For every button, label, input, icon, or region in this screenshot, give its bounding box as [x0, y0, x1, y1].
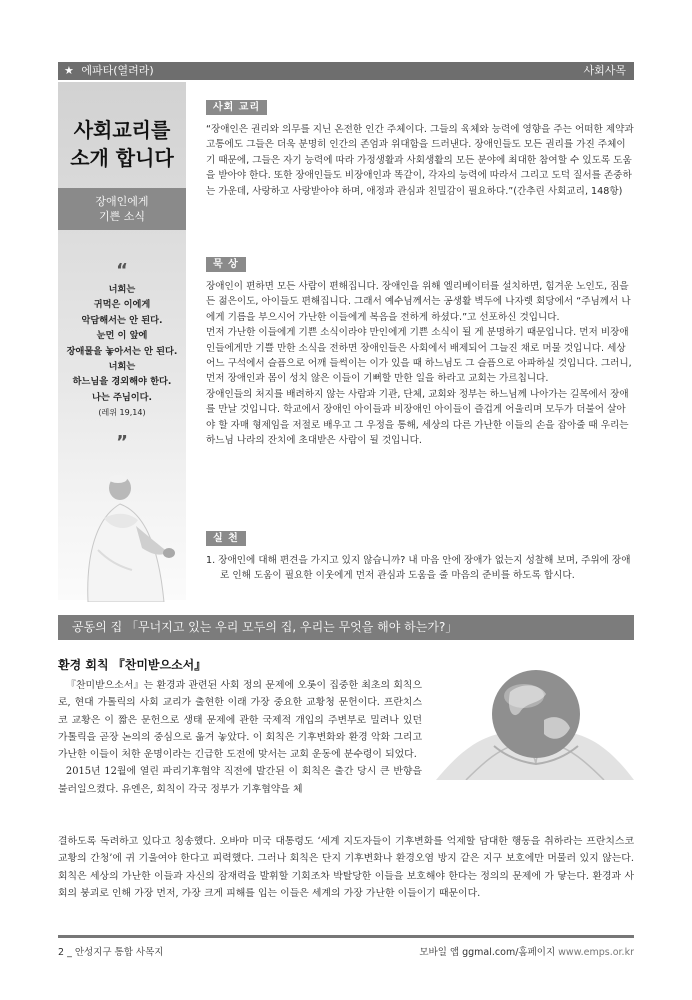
star-icon: ★: [64, 64, 74, 77]
header-bar: [58, 62, 634, 80]
quote-reference: (레위 19,14): [98, 408, 146, 418]
header-series-title: 에파타(열려라): [81, 64, 154, 77]
teaching-label: 사회 교리: [206, 100, 267, 115]
footer-divider: [58, 935, 634, 938]
practice-label: 실 천: [206, 531, 246, 546]
practice-text: 1. 장애인에 대해 편견을 가지고 있지 않습니까? 내 마음 안에 장애가 없는지 성찰해 보며, 주위에 장애로 인해 도움이 필요한 이웃에게 먼저 관심과 도움을 줄 마음의 준비를 하도록 합시다.: [206, 555, 631, 582]
meditation-text: 장애인이 편하면 모든 사람이 편해집니다. 장애인을 위해 엘리베이터를 설치하면, 힘겨운 노인도, 짐을 든 젊은이도, 아이들도 편해집니다. 그래서 예수님께서는 공생활 벽두에 나자렛 회당에서 “주님께서 나에게 기름을 부으시어 가난한 이들에게 복음을 전하게 하셨다.”고 선포하신 것입니다. 먼저 가난한 이들에게 기쁜 소식이라야 만인에게 기쁜 소식이 될 게 분명하기 때문입니다. 먼저 비장애인들에게만 기쁠 만한 소식을 전하면 장애인들은 사회에서 배제되어 그늘진 채로 머물 것입니다. 세상 어느 구석에서 슬픔으로 어깨 들썩이는 이가 있을 때 하느님도 그 슬픔으로 아파하실 것입니다. 그러니, 먼저 장애인과 몸이 성치 않은 이들이 기뻐할 만한 일을 하라고 교회는 가르칩니다. 장애인들의 처지를 배려하지 않는 사람과 기관, 단체, 교회와 정부는 하느님께 나아가는 길목에서 장애를 만날 것입니다. 학교에서 장애인 아이들과 비장애인 아이들이 즐겁게 어울리며 모두가 더불어 살아야 할 자매 형제임을 저절로 배우고 그 우정을 통해, 세상의 다른 가난한 이들의 손을 잡아줄 때 우리는 하느님 나라의 잔치에 초대받은 사람이 될 것입니다.: [206, 281, 632, 447]
footer-page-info: 2 _ 안성지구 통합 사목지: [58, 947, 164, 958]
section-title-bar: 공동의 집 「무너지고 있는 우리 모두의 집, 우리는 무엇을 해야 하는가?」: [58, 615, 634, 640]
footer-links: 모바일 앱 ggmal.com/홈페이지 www.emps.or.kr: [419, 947, 634, 958]
scripture-quote: 너희는 귀먹은 이에게 악담해서는 안 된다. 눈먼 이 앞에 장애물을 놓아서는 안 된다. 너희는 하느님을 경외해야 한다. 나는 주님이다. (레위 19,14): [58, 282, 186, 421]
encyclical-column-text: 『찬미받으소서』는 환경과 관련된 사회 정의 문제에 오롯이 집중한 최초의 회칙으로, 현대 가톨릭의 사회 교리가 출현한 이래 가장 중요한 교황청 문헌이다. 프란치스코 교황은 이 짧은 문헌으로 생태 문제에 관한 국제적 개입의 주변부로 밀려나 있던 가톨릭을 곧장 논의의 중심으로 옮겨 놓았다. 이 회칙은 기후변화와 환경 악화 그리고 가난한 이들이 처한 운명이라는 긴급한 도전에 맞서는 교회 운동에 분수령이 되었다. 2015년 12월에 열린 파리기후협약 직전에 발간된 이 회칙은 출간 당시 큰 반향을 불러일으켰다. 유엔은, 회칙이 각국 정부가 기후협약을 체: [58, 680, 422, 795]
header-category: 사회사목: [583, 64, 626, 77]
quote-close-icon: ”: [116, 432, 128, 453]
teaching-text: “장애인은 권리와 의무를 지닌 온전한 인간 주체이다. 그들의 육체와 능력에 영향을 주는 어떠한 제약과 고통에도 그들은 더욱 분명히 인간의 존엄과 위대함을 드러낸다. 장애인들도 모든 권리를 가진 주체이기 때문에, 그들은 자기 능력에 따라 가정생활과 사회생활의 모든 분야에 최대한 참여할 수 있도록 도움을 받아야 한다. 또한 장애인들도 비장애인과 똑같이, 각자의 능력에 따라서 그리고 도덕 질서를 존중하는 가운데, 사랑하고 사랑받아야 하며, 애정과 관심과 친밀감이 필요하다.”(간추린 사회교리, 148항): [206, 124, 634, 197]
quote-open-icon: “: [116, 260, 128, 281]
footer-website-url: www.emps.or.kr: [558, 947, 634, 958]
hands-holding-globe-image: [436, 648, 634, 780]
encyclical-heading: 환경 회칙 『찬미받으소서』: [58, 658, 207, 672]
meditation-label: 묵 상: [206, 257, 246, 272]
sidebar-subtitle: 장애인에게 기쁜 소식: [58, 188, 186, 230]
praying-pope-image: [58, 460, 186, 602]
encyclical-full-text: 결하도록 독려하고 있다고 칭송했다. 오바마 미국 대통령도 ‘세계 지도자들이 기후변화를 억제할 담대한 행동을 취하라는 프란치스코 교황의 간청’에 귀 기울여야 한다고 피력했다. 그러나 회칙은 단지 기후변화나 환경오염 방지 같은 지구 보호에만 머물러 있지 않는다. 회칙은 세상의 가난한 이들과 자신의 잠재력을 발휘할 기회조차 박탈당한 이들을 보호해야 한다는 정의의 문제에 가 닿는다. 환경과 사회의 붕괴로 인해 가장 먼저, 가장 크게 피해를 입는 이들은 세계의 가장 가난한 이들이기 때문이다.: [58, 836, 634, 899]
sidebar-title: 사회교리를 소개 합니다: [70, 118, 174, 170]
